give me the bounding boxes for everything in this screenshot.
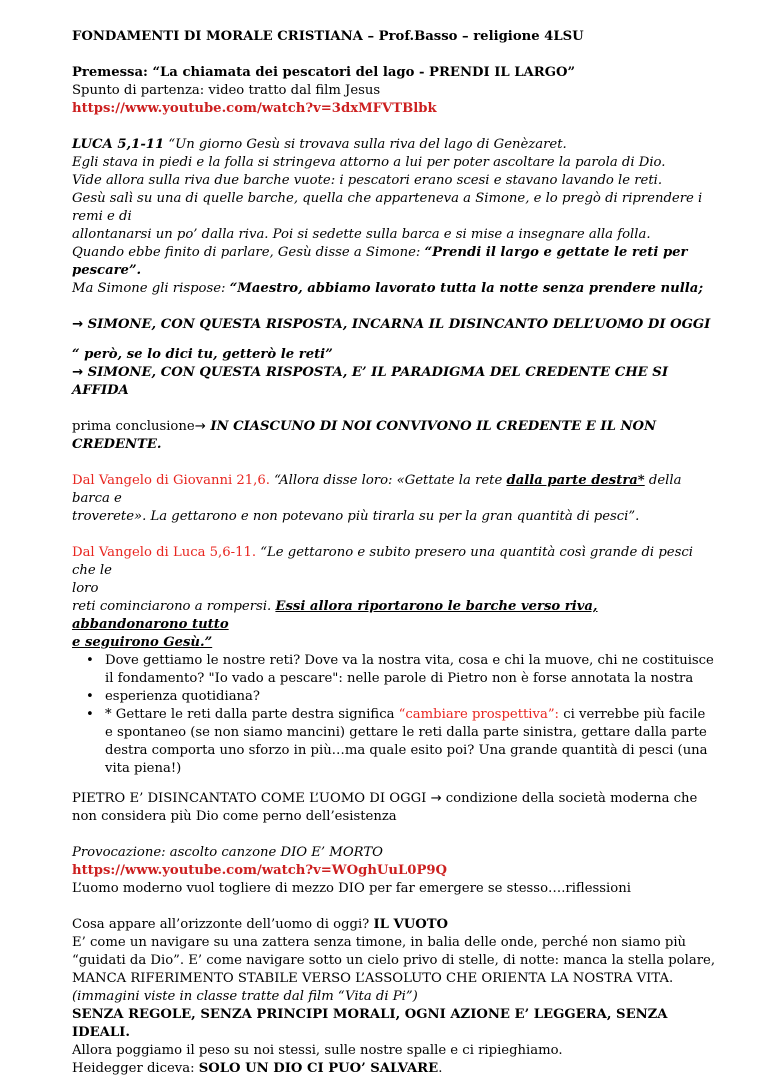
document-title: FONDAMENTI DI MORALE CRISTIANA – Prof.Basso – religione 4LSU <box>72 29 584 44</box>
premessa-heading: Premessa: “La chiamata dei pescatori del lago - PRENDI IL LARGO” <box>72 65 576 80</box>
luca-quote-maestro: “Maestro, abbiamo lavorato tutta la notte senza prendere nulla; <box>229 281 704 296</box>
luca2-passage: Dal Vangelo di Luca 5,6-11. “Le gettarono e subito presero una quantità così grande di pesci che le loro reti cominciarono a rompersi. Essi allora riportarono le barche verso riva, abbandonarono tutto e seguirono Gesù.” <box>72 545 693 650</box>
video-link-jesus[interactable]: https://www.youtube.com/watch?v=3dxMFVTBlbk <box>72 101 437 116</box>
simone-credente <box>72 346 716 400</box>
cambiare-prospettiva: “cambiare prospettiva”: <box>398 707 560 722</box>
list-item: • Dove gettiamo le nostre reti? Dove va la nostra vita, cosa e chi la muove, chi ne costituisce il fondamento? "Io vado a pescare": nelle parole di Pietro non è forse annotata la nostra <box>86 653 714 686</box>
bullet-icon: • <box>86 689 94 704</box>
quote-getterò-le-reti: “ però, se lo dici tu, getterò le reti” <box>72 347 333 362</box>
bullet-icon: • <box>86 653 94 668</box>
bullet-icon: • <box>86 707 94 722</box>
simone-disincanto: → SIMONE, CON QUESTA RISPOSTA, INCARNA IL DISINCANTO DELL’UOMO DI OGGI <box>72 317 711 332</box>
giovanni-passage: Dal Vangelo di Giovanni 21,6. “Allora disse loro: «Gettate la rete dalla parte destra* della barca e troverete». La gettarono e non potevano più tirarla su per la gran quantità di pesci”. <box>72 473 682 524</box>
arrow-right-icon: → <box>72 317 84 332</box>
reflection-bullets <box>72 652 716 778</box>
premessa-section <box>72 64 716 118</box>
provocazione-section <box>72 844 716 898</box>
luca-line: Quando ebbe finito di parlare, Gesù disse a Simone: <box>72 245 425 260</box>
list-item: • esperienza quotidiana? <box>86 689 260 704</box>
premessa-spunto: Spunto di partenza: video tratto dal film Jesus <box>72 83 381 98</box>
arrow-right-icon: → <box>430 791 442 806</box>
pietro-disincantato: PIETRO E’ DISINCANTATO COME L’UOMO DI OGGI → condizione della società moderna che non considera più Dio come perno dell’esistenza <box>72 791 698 824</box>
provocazione-label: Provocazione: ascolto canzone DIO E’ MORTO <box>72 845 383 860</box>
giovanni-source: Dal Vangelo di Giovanni 21,6. <box>72 473 270 488</box>
il-vuoto: IL VUOTO <box>373 917 448 932</box>
heidegger-quote: SOLO UN DIO CI PUO’ SALVARE <box>198 1061 439 1076</box>
arrow-right-icon: → <box>194 419 206 434</box>
video-link-dio-e-morto[interactable]: https://www.youtube.com/watch?v=WOghUuL0P9Q <box>72 863 448 878</box>
prima-conclusione: prima conclusione→ IN CIASCUNO DI NOI CONVIVONO IL CREDENTE E IL NON CREDENTE. <box>72 419 657 452</box>
luca-line: “Un giorno Gesù si trovava sulla riva del lago di Genèzaret. <box>164 137 567 152</box>
dalla-parte-destra-emphasis: dalla parte destra* <box>506 473 645 488</box>
arrow-right-icon: → <box>72 365 84 380</box>
luca-line: allontanarsi un po’ dalla riva. Poi si sedette sulla barca e si mise a insegnare alla folla. <box>72 227 651 242</box>
luca-line: Gesù salì su una di quelle barche, quella che apparteneva a Simone, e lo pregò di riprendere i remi e di <box>72 191 703 224</box>
luca-line: Egli stava in piedi e la folla si stringeva attorno a lui per poter ascoltare la parola di Dio. <box>72 155 666 170</box>
vuoto-section: Cosa appare all’orizzonte dell’uomo di oggi? IL VUOTO E’ come un navigare su una zattera senza timone, in balia delle onde, perché non siamo più “guidati da Dio”. E’ come navigare sotto un cielo privo di stelle, di notte: manca la stella polare, MANCA RIFERIMENTO STABILE VERSO L’ASSOLUTO CHE ORIENTA LA NOSTRA VITA. (immagini viste in classe tratte dal film “Vita di Pi”) SENZA REGOLE, SENZA PRINCIPI MORALI, OGNI AZIONE E’ LEGGERA, SENZA IDEALI. Allora poggiamo il peso su noi stessi, sulle nostre spalle e ci ripieghiamo. Heidegger diceva: SOLO UN DIO CI PUO’ SALVARE. <box>72 917 716 1076</box>
luca-line: Vide allora sulla riva due barche vuote: i pescatori erano scesi e stavano lavando le reti. <box>72 173 663 188</box>
list-item: • * Gettare le reti dalla parte destra significa “cambiare prospettiva”: ci verrebbe più facile e spontaneo (se non siamo mancini) gettare le reti dalla parte sinistra, gettare dalla parte destra comporta uno sforzo in più…ma quale esito poi? Una grande quantità di pesci (una vita piena!) <box>86 707 708 776</box>
luca-quote-prendi-il-largo: “Prendi il largo e gettate le reti per pescare”. <box>72 245 688 278</box>
luca-passage <box>72 136 716 298</box>
luca-reference: LUCA 5,1-11 <box>72 137 165 152</box>
simone-paradigma: SIMONE, CON QUESTA RISPOSTA, E’ IL PARADIGMA DEL CREDENTE CHE SI AFFIDA <box>72 365 668 398</box>
provocazione-text: L’uomo moderno vuol togliere di mezzo DIO per far emergere se stesso….riflessioni <box>72 881 631 896</box>
essi-riportarono-emphasis: Essi allora riportarono le barche verso riva, abbandonarono tutto <box>72 599 598 632</box>
luca2-source: Dal Vangelo di Luca 5,6-11. <box>72 545 257 560</box>
luca-line: Ma Simone gli rispose: <box>72 281 230 296</box>
